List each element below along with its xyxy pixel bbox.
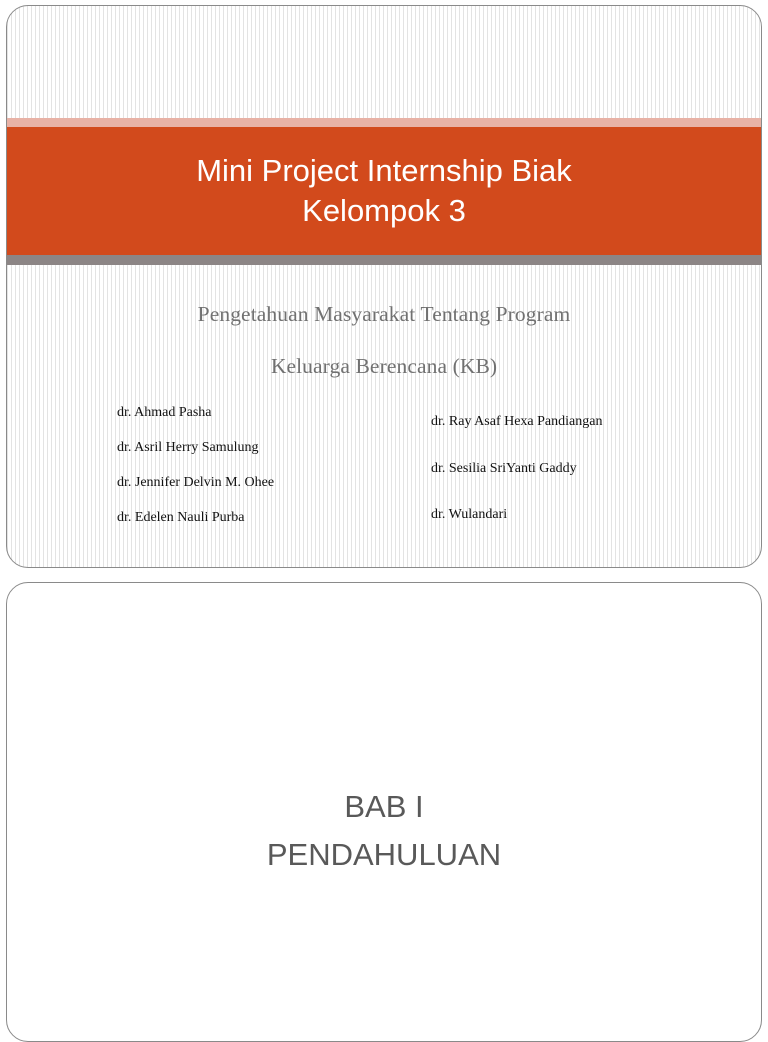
chapter-title: PENDAHULUAN	[266, 837, 502, 872]
title-band	[7, 127, 761, 255]
subtitle-line-1: Pengetahuan Masyarakat Tentang Program	[197, 302, 571, 326]
accent-strip	[7, 118, 761, 127]
slide-title-line-2: Kelompok 3	[302, 193, 466, 228]
author-name: dr. Ray Asaf Hexa Pandiangan	[431, 414, 603, 429]
divider-strip	[7, 255, 761, 265]
author-name: dr. Jennifer Delvin M. Ohee	[117, 475, 275, 490]
author-name: dr. Asril Herry Samulung	[117, 440, 259, 455]
subtitle-line-2: Keluarga Berencana (KB)	[270, 354, 498, 378]
author-name: dr. Ahmad Pasha	[117, 405, 212, 420]
slide-title-line-1: Mini Project Internship Biak	[196, 153, 572, 188]
slide-chapter[interactable]	[6, 582, 762, 1042]
author-name: dr. Sesilia SriYanti Gaddy	[431, 461, 577, 476]
author-name: dr. Wulandari	[431, 507, 508, 522]
slide-title[interactable]	[6, 5, 762, 568]
chapter-number: BAB I	[344, 789, 424, 824]
author-name: dr. Edelen Nauli Purba	[117, 510, 245, 525]
